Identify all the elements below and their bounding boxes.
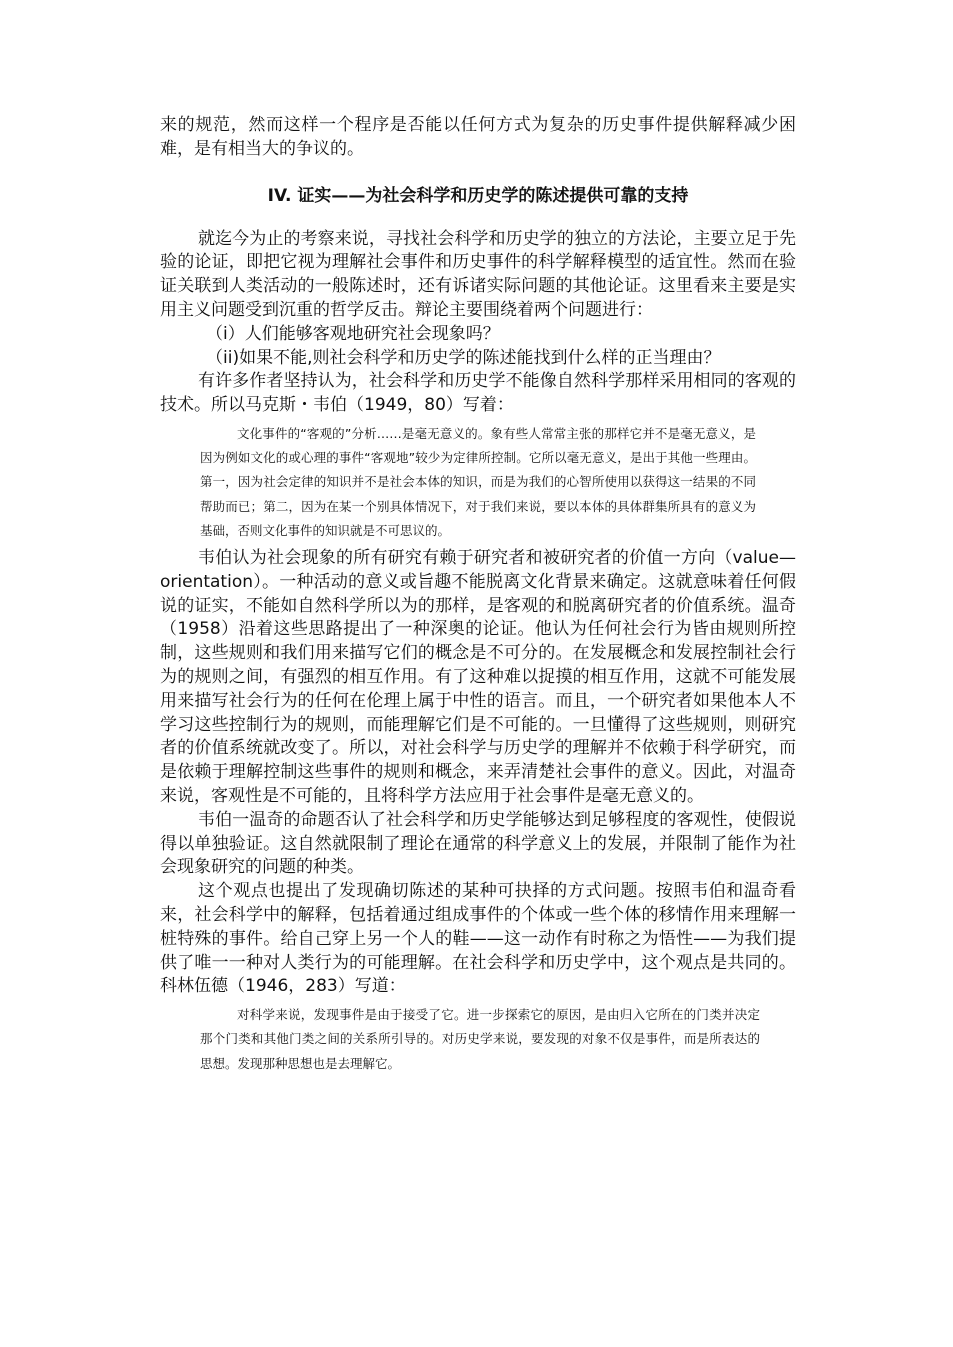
paragraph-1: 就迄今为止的考察来说，寻找社会科学和历史学的独立的方法论，主要立足于先验的论证，即把它视为理解社会事件和历史事件的科学解释模型的适宜性。然而在验证关联到人类活动的一般陈述时，还有诉诸实际问题的其他论证。这里看来主要是实用主义问题受到沉重的哲学反击。辩论主要围绕着两个问题进行： xyxy=(160,228,796,320)
question-item-2: （ii)如果不能,则社会科学和历史学的陈述能找到什么样的正当理由？ xyxy=(206,347,721,368)
paragraph-continuation: 来的规范，然而这样一个程序是否能以任何方式为复杂的历史事件提供解释减少困难，是有相当大的争议的。 xyxy=(160,115,796,159)
section-heading: IV. 证实——为社会科学和历史学的陈述提供可靠的支持 xyxy=(267,185,689,206)
paragraph-3: 韦伯认为社会现象的所有研究有赖于研究者和被研究者的价值一方向（value—orientation）。一种活动的意义或旨趣不能脱离文化背景来确定。这就意味着任何假说的证实，不能如自然科学所以为的那样，是客观的和脱离研究者的价值系统。温奇（1958）沿着这些思路提出了一种深奥的论证。他认为任何社会行为皆由规则所控制，这些规则和我们用来描写它们的概念是不可分的。在发展概念和发展控制社会行为的规则之间，有强烈的相互作用。有了这种难以捉摸的相互作用，这就不可能发展用来描写社会行为的任何在伦理上属于中性的语言。而且，一个研究者如果他本人不学习这些控制行为的规则，而能理解它们是不可能的。一旦懂得了这些规则，则研究者的价值系统就改变了。所以，对社会科学与历史学的理解并不依赖于科学研究，而是依赖于理解控制这些事件的规则和概念，来弄清楚社会事件的意义。因此，对温奇来说，客观性是不可能的，且将科学方法应用于社会事件是毫无意义的。 xyxy=(160,547,796,806)
paragraph-2: 有许多作者坚持认为，社会科学和历史学不能像自然科学那样采用相同的客观的技术。所以马克斯・韦伯（1949，80）写着： xyxy=(160,371,796,416)
paragraph-4: 韦伯一温奇的命题否认了社会科学和历史学能够达到足够程度的客观性，使假说得以单独验证。这自然就限制了理论在通常的科学意义上的发展，并限制了能作为社会现象研究的问题的种类。 xyxy=(160,809,796,878)
block-quote-collingwood: 对科学来说，发现事件是由于接受了它。进一步探索它的原因，是由归入它所在的门类并决定那个门类和其他门类之间的关系所引导的。对历史学来说，要发现的对象不仅是事件，而是所表达的思想。发现那种思想也是去理解它。 xyxy=(200,1007,760,1071)
page-body xyxy=(160,114,796,1076)
question-item-1: （i）人们能够客观地研究社会现象吗？ xyxy=(206,323,500,344)
block-quote-weber: 文化事件的“客观的”分析……是毫无意义的。象有些人常常主张的那样它并不是毫无意义，是因为例如文化的或心理的事件“客观地”较少为定律所控制。它所以毫无意义，是出于其他一些理由。第一，因为社会定律的知识并不是社会本体的知识，而是为我们的心智所使用以获得这一结果的不同帮助而已；第二，因为在某一个别具体情况下，对于我们来说，要以本体的具体群集所具有的意义为基础，否则文化事件的知识就是不可思议的。 xyxy=(200,425,756,538)
paragraph-5: 这个观点也提出了发现确切陈述的某种可抉择的方式问题。按照韦伯和温奇看来，社会科学中的解释，包括着通过组成事件的个体或一些个体的移情作用来理解一桩特殊的事件。给自己穿上另一个人的鞋——这一动作有时称之为悟性——为我们提供了唯一一种对人类行为的可能理解。在社会科学和历史学中，这个观点是共同的。科林伍德（1946，283）写道： xyxy=(160,881,796,997)
